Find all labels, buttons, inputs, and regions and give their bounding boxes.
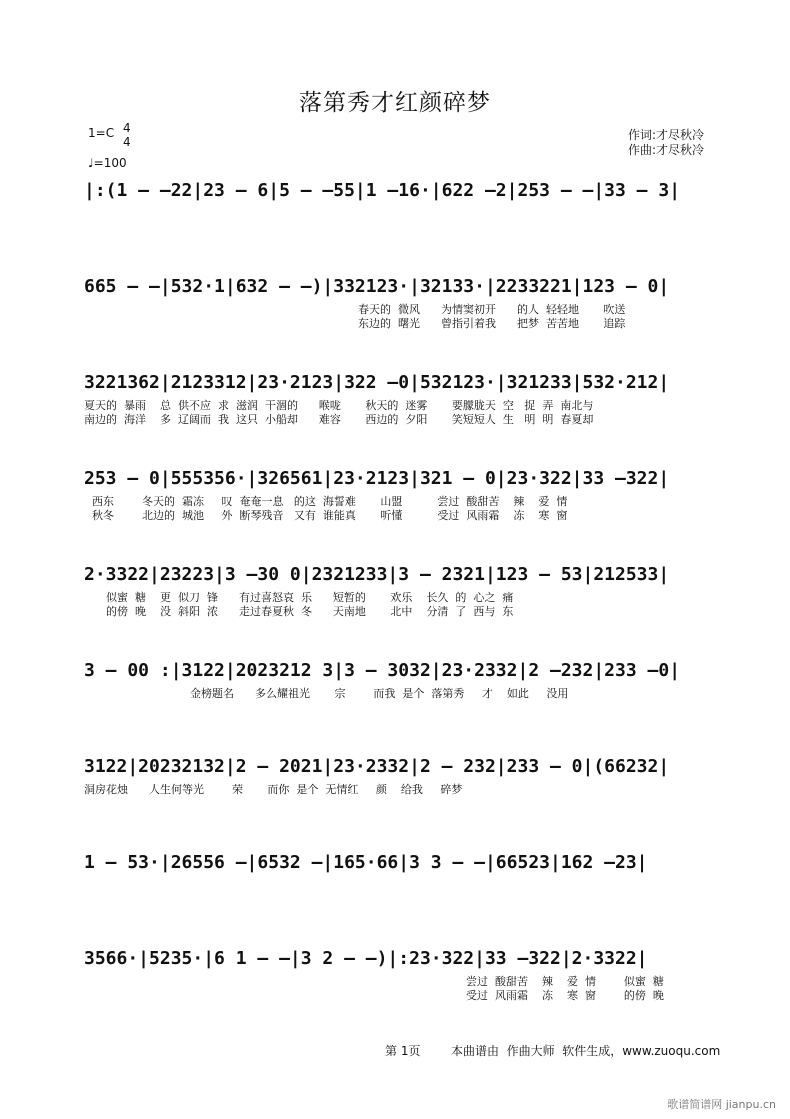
- score-row-1: |:(1 – –22|23 – 6|5 – –55|1 –16·|622 –2|253 – –|33 – 3|: [84, 180, 681, 201]
- lyrics-row-9-verse-2: 受过 风雨霜 冻 寒 窗 的傍 晚: [466, 989, 664, 1002]
- lyrics-row-2-verse-2: 东边的 曙光 曾指引着我 把梦 苦苦地 追踪: [358, 317, 626, 330]
- credits: [628, 128, 704, 158]
- tempo-marking: ♩=100: [88, 156, 127, 170]
- score-row-7: 3122|20232132|2 – 2021|23·2332|2 – 232|233 – 0|(66232|: [84, 756, 670, 777]
- score-row-8: 1 – 53·|26556 –|6532 –|165·66|3 3 – –|66523|162 –23|: [84, 852, 648, 873]
- score-row-2: 665 – –|532·1|632 – –)|332123·|32133·|2233221|123 – 0|: [84, 276, 670, 297]
- page-footer: [385, 1042, 720, 1059]
- page-number: 第 1页: [385, 1044, 421, 1058]
- score-row-9: 3566·|5235·|6 1 – –|3 2 – –)|:23·322|33 –322|2·3322|: [84, 948, 648, 969]
- score-row-4: 253 – 0|555356·|326561|23·2123|321 – 0|23·322|33 –322|: [84, 468, 670, 489]
- lyrics-row-5-verse-2: 的傍 晚 没 斜阳 浓 走过春夏秋 冬 天南地 北中 分清 了 西与 东: [106, 605, 514, 618]
- score-row-5: 2·3322|23223|3 –30 0|2321233|3 – 2321|123 – 53|212533|: [84, 564, 670, 585]
- key-signature: 1=C: [88, 126, 115, 140]
- site-watermark: 歌谱简谱网 jianpu.cn: [667, 1098, 776, 1111]
- software-credit: 本曲谱由 作曲大师 软件生成，www.zuoqu.com: [450, 1044, 721, 1058]
- time-top: 4: [123, 121, 131, 135]
- lyrics-row-6: 金榜题名 多么耀祖光 宗 而我 是个 落第秀 才 如此 没用: [190, 687, 569, 700]
- score-row-3: 3221362|2123312|23·2123|322 –0|532123·|321233|532·212|: [84, 372, 670, 393]
- lyrics-row-4-verse-1: 西东 冬天的 霜冻 叹 奄奄一息 的这 海誓难 山盟 尝过 酸甜苦 辣 爱 情: [92, 495, 568, 508]
- lyrics-row-5-verse-1: 似蜜 糖 更 似刀 锋 有过喜怒哀 乐 短暂的 欢乐 长久 的 心之 痛: [106, 591, 514, 604]
- score-row-6: 3 – 00 :|3122|2023212 3|3 – 3032|23·2332|2 –232|233 –0|: [84, 660, 681, 681]
- song-title: 落第秀才红颜碎梦: [299, 90, 491, 116]
- time-signature: [123, 121, 131, 149]
- time-bottom: 4: [123, 135, 131, 149]
- lyrics-row-3-verse-1: 夏天的 暴雨 总 供不应 求 滋润 干涸的 喉咙 秋天的 迷雾 要朦胧天 空 捉 弄 南北与: [84, 399, 594, 412]
- lyrics-row-7: 洞房花烛 人生何等光 荣 而你 是个 无情红 颜 给我 碎梦: [84, 783, 463, 796]
- composer: 作曲:才尽秋冷: [628, 143, 705, 157]
- lyricist: 作词:才尽秋冷: [628, 128, 705, 142]
- lyrics-row-2-verse-1: 春天的 微风 为情窦初开 的人 轻轻地 吹送: [358, 303, 626, 316]
- lyrics-row-3-verse-2: 南边的 海洋 多 辽阔而 我 这只 小船却 难容 西边的 夕阳 笑短短人 生 明 明 春夏却: [84, 413, 594, 426]
- lyrics-row-4-verse-2: 秋冬 北边的 城池 外 断琴残音 又有 谁能真 听懂 受过 风雨霜 冻 寒 窗: [92, 509, 568, 522]
- lyrics-row-9-verse-1: 尝过 酸甜苦 辣 爱 情 似蜜 糖: [466, 975, 664, 988]
